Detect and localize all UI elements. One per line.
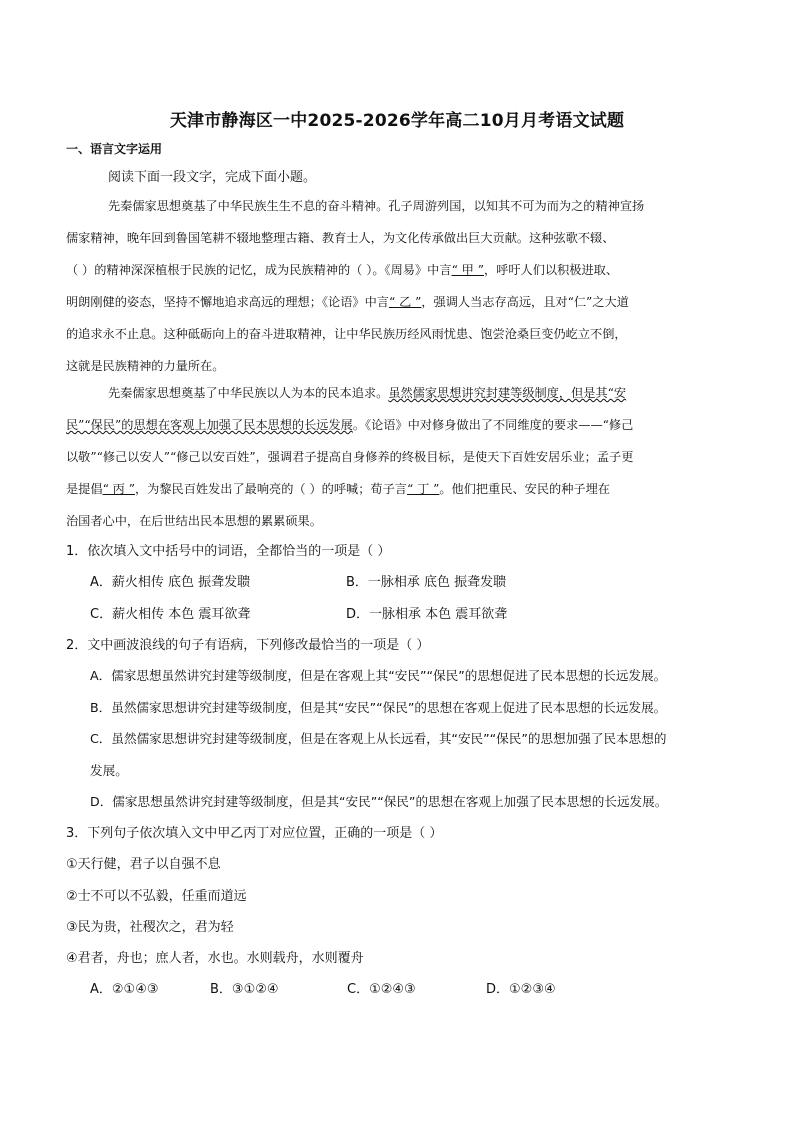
passage-line: 先秦儒家思想奠基了中华民族以人为本的民本追求。虽然儒家思想讲究封建等级制度，但是其“安 bbox=[108, 386, 627, 400]
passage-paragraph-1 bbox=[66, 190, 726, 382]
q3-item-4: ④君者，舟也；庶人者，水也。水则载舟，水则覆舟 bbox=[66, 951, 364, 966]
question-1-stem: 1．依次填入文中括号中的词语，全都恰当的一项是（ ） bbox=[66, 544, 391, 559]
wavy-sentence: 虽然儒家思想讲究封建等级制度，但是其“安 bbox=[388, 386, 627, 400]
section-heading: 一、语言文字运用 bbox=[66, 142, 163, 156]
passage-line: 治国者心中，在后世结出民本思想的累累硕果。 bbox=[66, 514, 322, 528]
q3-item-3: ③民为贵，社稷次之，君为轻 bbox=[66, 920, 234, 935]
passage-line: 以敬”“修己以安人”“修己以安百姓”，强调君子提高自身修养的终极目标，是使天下百姓安居乐业；孟子更 bbox=[66, 450, 634, 464]
passage-line: （ ）的精神深深植根于民族的记忆，成为民族精神的（ ）。《周易》中言“ 甲 ”，呼吁人们以积极进取、 bbox=[66, 263, 619, 277]
q2-option-d: D．儒家思想虽然讲究封建等级制度，但是其“安民”“保民”的思想在客观上加强了民本思想的长远发展。 bbox=[90, 794, 668, 809]
q2-option-c: C．虽然儒家思想讲究封建等级制度，但是在客观上从长远看，其“安民”“保民”的思想加强了民本思想的 bbox=[90, 731, 667, 746]
q3-item-1: ①天行健，君子以自强不息 bbox=[66, 857, 221, 872]
blank-jia: “ 甲 ” bbox=[451, 263, 484, 277]
q1-option-a: A．薪火相传 底色 振聋发聩 bbox=[90, 575, 251, 590]
passage-line: 明朗刚健的姿态，坚持不懈地追求高远的理想；《论语》中言“ 乙 ”，强调人当志存高远，且对“仁”之大道 bbox=[66, 295, 629, 309]
q3-option-c: C．①②④③ bbox=[347, 982, 416, 997]
blank-ding: “ 丁 ” bbox=[406, 482, 440, 496]
passage-line: 先秦儒家思想奠基了中华民族生生不息的奋斗精神。孔子周游列国，以知其不可为而为之的精神宣扬 bbox=[108, 199, 645, 213]
page-title: 天津市静海区一中2025-2026学年高二10月月考语文试题 bbox=[169, 111, 625, 131]
q2-option-a: A．儒家思想虽然讲究封建等级制度，但是在客观上其“安民”“保民”的思想促进了民本思想的长远发展。 bbox=[90, 668, 667, 683]
q1-option-b: B．一脉相承 底色 振聋发聩 bbox=[346, 575, 507, 590]
passage-line: 是提倡“ 丙 ”，为黎民百姓发出了最响亮的（ ）的呼喊；荀子言“ 丁 ”。他们把重民、安民的种子埋在 bbox=[66, 482, 610, 496]
q1-option-c: C．薪火相传 本色 震耳欲聋 bbox=[90, 607, 251, 622]
passage-paragraph-2 bbox=[66, 377, 726, 537]
q3-option-b: B．③①②④ bbox=[210, 982, 279, 997]
q3-item-2: ②士不可以不弘毅，任重而道远 bbox=[66, 889, 247, 904]
question-2-stem: 2．文中画波浪线的句子有语病，下列修改最恰当的一项是（ ） bbox=[66, 638, 430, 653]
reading-instruction: 阅读下面一段文字，完成下面小题。 bbox=[108, 170, 317, 185]
passage-line: 儒家精神，晚年回到鲁国笔耕不辍地整理古籍、教育士人，为文化传承做出巨大贡献。这种弦歌不辍、 bbox=[66, 231, 615, 245]
passage-line: 这就是民族精神的力量所在。 bbox=[66, 359, 225, 373]
blank-yi: “ 乙 ” bbox=[388, 295, 422, 309]
question-3-stem: 3．下列句子依次填入文中甲乙丙丁对应位置，正确的一项是（ ） bbox=[66, 826, 443, 841]
q2-option-b: B．虽然儒家思想讲究封建等级制度，但是其“安民”“保民”的思想在客观上促进了民本思想的长远发展。 bbox=[90, 700, 667, 715]
q3-option-a: A．②①④③ bbox=[90, 982, 159, 997]
passage-line: 民”“保民”的思想在客观上加强了民本思想的长远发展。《论语》中对修身做出了不同维度的要求——“修己 bbox=[66, 418, 634, 432]
q2-option-c-continued: 发展。 bbox=[90, 763, 128, 778]
q1-option-d: D．一脉相承 本色 震耳欲聋 bbox=[346, 607, 508, 622]
blank-bing: “ 丙 ” bbox=[102, 482, 135, 496]
wavy-sentence: 民”“保民”的思想在客观上加强了民本思想的长远发展 bbox=[66, 418, 353, 432]
passage-line: 的追求永不止息。这种砥砺向上的奋斗进取精神，让中华民族历经风雨忧患、饱尝沧桑巨变仍屹立不倒， bbox=[66, 327, 627, 341]
q3-option-d: D．①②③④ bbox=[486, 982, 556, 997]
